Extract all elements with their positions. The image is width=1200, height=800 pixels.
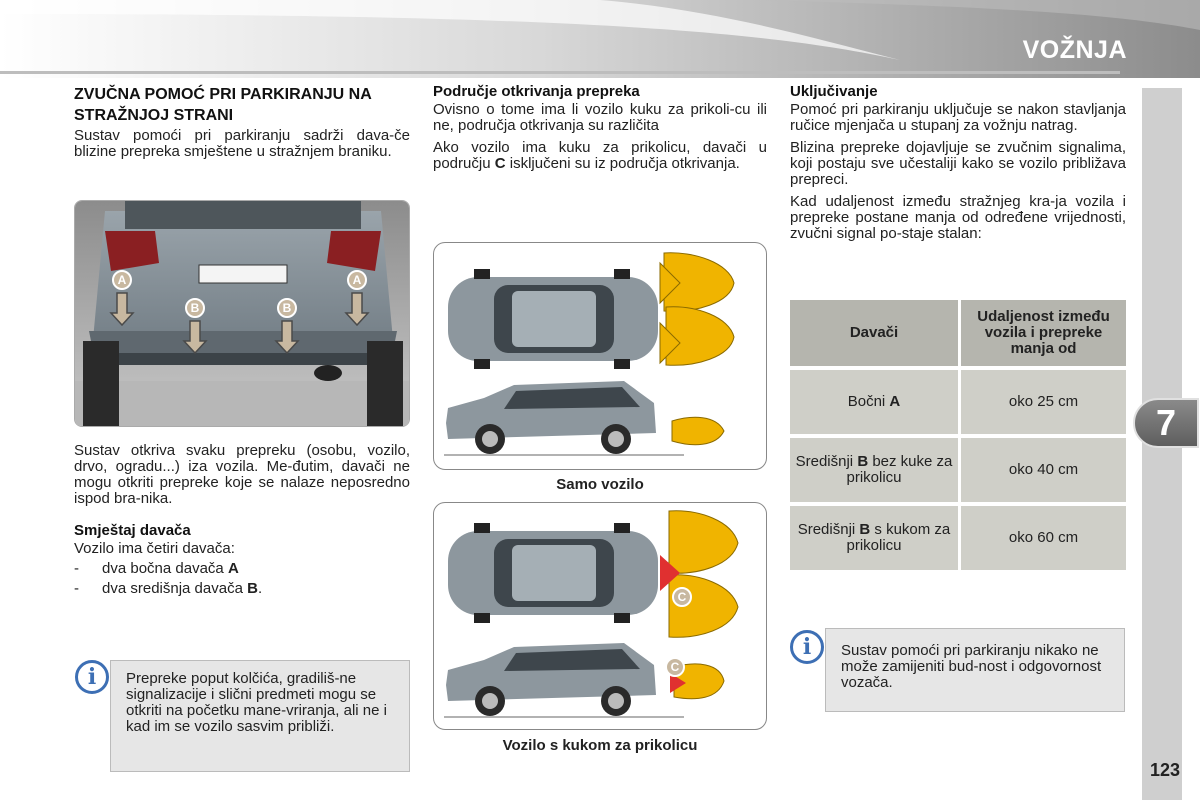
table-header-row xyxy=(790,300,1126,366)
table-header-sensors: Davači xyxy=(790,300,958,366)
column-1 xyxy=(74,84,410,166)
sensor-count-text: Vozilo ima četiri davača: xyxy=(74,540,235,557)
activation-text-3: Kad udaljenost između stražnjeg kra-ja vozila i prepreke postane manja od određene vrijednosti, zvučni signal po-staje stalan: xyxy=(790,193,1126,242)
distance-table xyxy=(790,296,1126,574)
vehicle-with-hook-illustration xyxy=(434,503,767,730)
caption-vehicle-only: Samo vozilo xyxy=(556,476,644,493)
sensor-label-a-left: A xyxy=(112,270,132,290)
header-band xyxy=(0,0,1200,78)
header-rule xyxy=(0,71,1120,74)
rear-bumper-photo xyxy=(74,200,410,427)
zone-label-c-side: C xyxy=(665,657,685,677)
info-icon: i xyxy=(790,630,824,664)
diagram-vehicle-only xyxy=(433,242,767,470)
list-item: - dva bočna davača A xyxy=(74,560,239,577)
column-3 xyxy=(790,84,1126,248)
info-note-right: Sustav pomoći pri parkiranju nikako ne može zamijeniti bud-nost i odgovornost vozača. xyxy=(825,628,1125,712)
page-number: 123 xyxy=(1150,760,1181,780)
zone-label-c-top: C xyxy=(672,587,692,607)
tow-hook-text: Ako vozilo ima kuku za prikolicu, davači u području C isključeni su iz područja otkrivanja. xyxy=(433,139,767,172)
caption-vehicle-with-hook: Vozilo s kukom za prikolicu xyxy=(502,737,698,754)
table-row: Bočni A oko 25 cm xyxy=(790,370,1126,434)
page-title: VOŽNJA xyxy=(1022,36,1127,64)
activation-text-1: Pomoć pri parkiranju uključuje se nakon stavljanja ručice mjenjača u stupanj za vožnju natrag. xyxy=(790,101,1126,134)
table-row: Središnji B s kukom za prikolicu oko 60 cm xyxy=(790,506,1126,570)
rear-car-illustration xyxy=(75,201,410,427)
diagram-vehicle-with-hook xyxy=(433,502,767,730)
activation-text-2: Blizina prepreke dojavljuje se zvučnim signalima, koji postaju sve učestaliji kako se vozilo približava prepreci. xyxy=(790,139,1126,188)
column-2 xyxy=(433,84,767,178)
sensor-location-heading: Smještaj davača xyxy=(74,522,191,539)
column-1-lower xyxy=(74,443,410,601)
detection-text: Sustav otkriva svaku prepreku (osobu, vozilo, drvo, ogradu...) iza vozila. Me-đutim, davači ne mogu otkriti prepreke koje se nalaze neposredno ispod bra-nika. xyxy=(74,442,410,507)
intro-text: Sustav pomoći pri parkiranju sadrži dava-če blizine prepreka smještene u stražnjem braniku. xyxy=(74,127,410,160)
info-note-left: Prepreke poput kolčića, gradiliš-ne signalizacije i slični predmeti mogu se otkriti na početku mane-vriranja, ali ne i kad im se vozilo sasvim približi. xyxy=(110,660,410,772)
table-row: Središnji B bez kuke za prikolicu oko 40 cm xyxy=(790,438,1126,502)
chapter-badge[interactable]: 7 xyxy=(1133,398,1199,448)
sensor-label-b-right: B xyxy=(277,298,297,318)
sensor-label-a-right: A xyxy=(347,270,367,290)
table-header-distance: Udaljenost između vozila i prepreke manja od xyxy=(958,300,1126,366)
activation-heading: Uključivanje xyxy=(790,83,878,100)
sensor-label-b-left: B xyxy=(185,298,205,318)
section-heading: ZVUČNA POMOĆ PRI PARKIRANJU NA STRAŽNJOJ STRANI xyxy=(74,86,372,124)
info-icon: i xyxy=(75,660,109,694)
detection-zone-heading: Područje otkrivanja prepreka xyxy=(433,83,640,100)
list-item: - dva središnja davača B. xyxy=(74,580,263,597)
vehicle-only-illustration xyxy=(434,243,767,470)
header-background xyxy=(0,0,1200,78)
detection-zone-text: Ovisno o tome ima li vozilo kuku za prikoli-cu ili ne, područja otkrivanja su različita xyxy=(433,101,767,134)
